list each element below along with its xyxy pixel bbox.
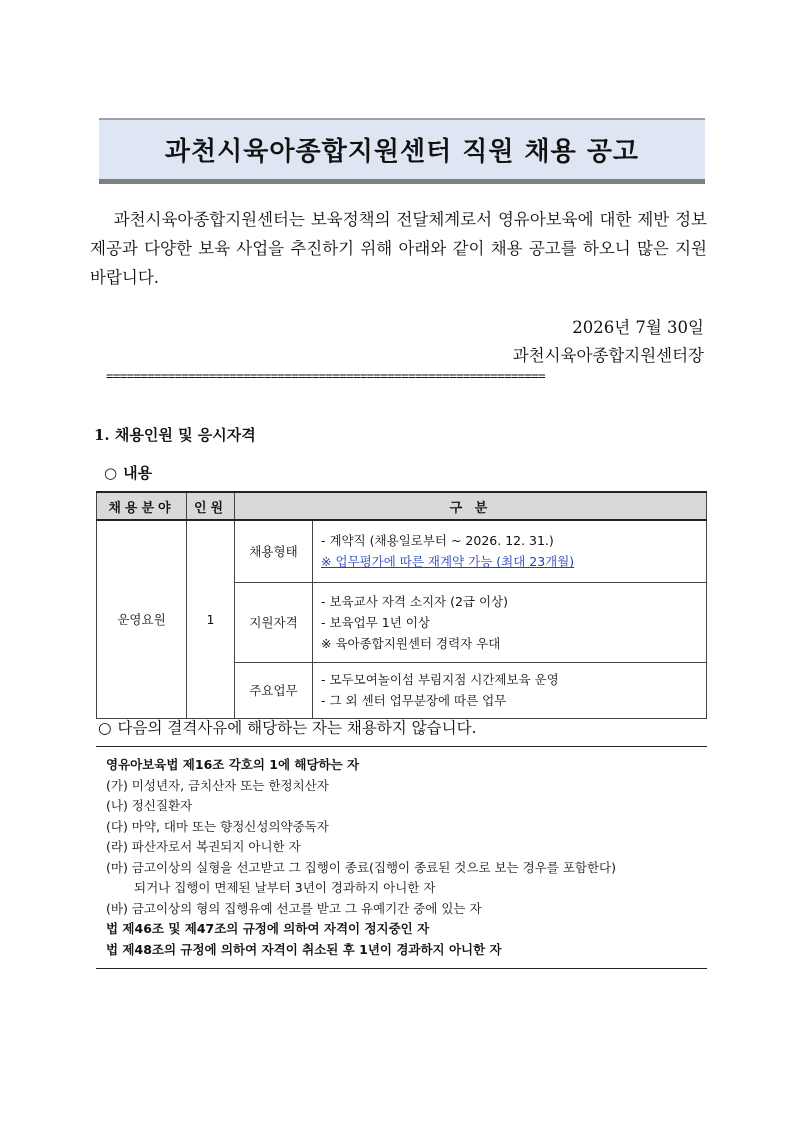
list-item: (나) 정신질환자 <box>106 798 193 813</box>
list-item-continuation: 되거나 집행이 면제된 날부터 3년이 경과하지 아니한 자 <box>134 880 436 895</box>
law-47-line: 법 제46조 및 제47조의 규정에 의하여 자격이 정지중인 자 <box>106 921 430 936</box>
notice-text: 다음의 결격사유에 해당하는 자는 채용하지 않습니다. <box>117 719 477 737</box>
dq-heading: 영유아보육법 제16조 각호의 1에 해당하는 자 <box>106 757 360 772</box>
field-cell: 운영요원 <box>97 520 187 718</box>
recruitment-table <box>96 491 707 719</box>
table-row <box>97 520 707 582</box>
row-label: 채용형태 <box>235 520 313 582</box>
row-line: ※ 육아종합지원센터 경력자 우대 <box>321 635 501 651</box>
table-header-row <box>97 492 707 520</box>
list-item: (바) 금고이상의 형의 집행유예 선고를 받고 그 유예기간 중에 있는 자 <box>106 900 482 916</box>
row-line: - 계약직 (채용일로부터 ~ 2026. 12. 31.) <box>321 533 554 549</box>
row-line: - 그 외 센터 업무분장에 따른 업무 <box>321 693 507 708</box>
header-field: 채용분야 <box>97 492 187 520</box>
row-line: - 보육교사 자격 소지자 (2급 이상) <box>321 593 508 609</box>
list-item: (가) 미성년자, 금치산자 또는 한정치산자 <box>106 777 329 793</box>
row-content <box>313 662 707 718</box>
intro-paragraph <box>90 205 707 292</box>
issuer-name: 과천시육아종합지원센터장 <box>512 346 704 365</box>
circle-bullet: ○ <box>98 719 112 737</box>
page-title: 과천시육아종합지원센터 직원 채용 공고 <box>164 137 640 167</box>
header-category: 구 분 <box>235 492 707 520</box>
law-48-line: 법 제48조의 규정에 의하여 자격이 취소된 후 1년이 경과하지 아니한 자 <box>106 941 502 957</box>
list-item: (라) 파산자로서 복권되지 아니한 자 <box>106 839 301 854</box>
list-item: (다) 마약, 대마 또는 향정신성의약중독자 <box>106 818 329 834</box>
separator-line: ================================================================ <box>106 368 546 383</box>
content-heading <box>104 462 152 483</box>
count-cell: 1 <box>187 520 235 718</box>
row-line: - 모두모여놀이섬 부림지점 시간제보육 운영 <box>321 672 559 687</box>
row-line: - 보육업무 1년 이상 <box>321 614 430 630</box>
row-content <box>313 582 707 662</box>
circle-bullet: ○ <box>104 464 118 482</box>
content-heading-label: 내용 <box>123 464 153 482</box>
title-banner <box>99 118 705 184</box>
row-note <box>321 551 698 572</box>
row-note-text: ※ 업무평가에 따른 재계약 가능 (최대 23개월) <box>321 554 575 570</box>
disqualification-box <box>96 746 707 969</box>
list-item: (마) 금고이상의 실형을 선고받고 그 집행이 종료(집행이 종료된 것으로 보는 경우를 포함한다) <box>106 859 616 875</box>
section-heading: 1. 채용인원 및 응시자격 <box>94 426 256 444</box>
header-count: 인원 <box>187 492 235 520</box>
row-content <box>313 520 707 582</box>
row-label: 주요업무 <box>235 662 313 718</box>
disqualification-notice <box>98 716 477 738</box>
intro-text: 과천시육아종합지원센터는 보육정책의 전달체계로서 영유아보육에 대한 제반 정보 제공과 다양한 보육 사업을 추진하기 위해 아래와 같이 채용 공고를 하오니 많은 지원 바랍니다. <box>90 210 707 287</box>
announcement-date: 2026년 7월 30일 <box>572 318 704 337</box>
row-label: 지원자격 <box>235 582 313 662</box>
